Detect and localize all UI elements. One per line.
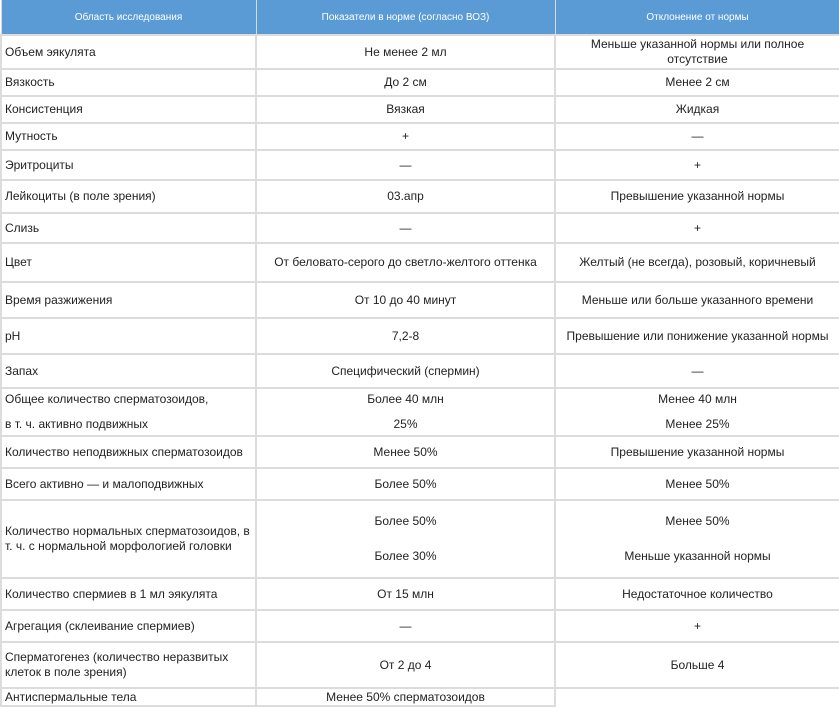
table-row: [1, 318, 839, 354]
table-row: [1, 578, 839, 610]
row-deviation: [555, 388, 839, 436]
row-area: [1, 388, 256, 436]
table-row: [1, 35, 839, 69]
header-deviation: Отклонение от нормы: [555, 0, 839, 35]
row-deviation: [555, 688, 839, 706]
row-norm: [256, 500, 555, 578]
row-dev-line2: Меньше указанной нормы: [624, 549, 771, 563]
table-header-row: [1, 0, 839, 35]
table-row: [1, 150, 839, 180]
row-area: Всего активно — и малоподвижных: [1, 468, 256, 500]
row-norm-line2: Более 30%: [374, 549, 437, 563]
row-norm-line1: Более 40 млн: [367, 392, 444, 406]
row-norm: От 10 до 40 минут: [256, 282, 555, 318]
row-dev-line1: Менее 40 млн: [658, 392, 737, 406]
row-deviation: +: [555, 150, 839, 180]
row-norm: —: [256, 213, 555, 243]
row-deviation: Больше 4: [555, 642, 839, 688]
table-row: [1, 354, 839, 388]
table-row: [1, 96, 839, 123]
row-deviation: —: [555, 123, 839, 150]
row-deviation: Недостаточное количество: [555, 578, 839, 610]
row-area: Запах: [1, 354, 256, 388]
row-area: Цвет: [1, 243, 256, 282]
table-row: [1, 436, 839, 468]
row-area: Консистенция: [1, 96, 256, 123]
row-norm: —: [256, 610, 555, 642]
table-row: [1, 610, 839, 642]
table-row: [1, 243, 839, 282]
row-area: Агрегация (склеивание спермиев): [1, 610, 256, 642]
row-area: Эритроциты: [1, 150, 256, 180]
table-row: [1, 69, 839, 96]
table-row: [1, 123, 839, 150]
row-dev-line1: Менее 50%: [665, 514, 730, 528]
row-deviation: Превышение указанной нормы: [555, 180, 839, 213]
row-norm: До 2 см: [256, 69, 555, 96]
row-norm: +: [256, 123, 555, 150]
row-norm-line2: 25%: [393, 417, 418, 431]
row-norm-line1: Более 50%: [374, 514, 437, 528]
row-deviation: [555, 500, 839, 578]
row-area: Сперматогенез (количество неразвитых клеток в поле зрения): [1, 642, 256, 688]
row-area: Объем эякулята: [1, 35, 256, 69]
row-norm: Специфический (спермин): [256, 354, 555, 388]
row-norm: Не менее 2 мл: [256, 35, 555, 69]
row-deviation: +: [555, 213, 839, 243]
row-area: Мутность: [1, 123, 256, 150]
row-area: Количество спермиев в 1 мл эякулята: [1, 578, 256, 610]
row-area: Антиспермальные тела: [1, 688, 256, 706]
row-norm: 7,2-8: [256, 318, 555, 354]
row-area-line2: в т. ч. активно подвижных: [5, 417, 148, 431]
row-deviation: Меньше или больше указанного времени: [555, 282, 839, 318]
row-deviation: Менее 50%: [555, 468, 839, 500]
row-norm: 03.апр: [256, 180, 555, 213]
row-area: Слизь: [1, 213, 256, 243]
row-deviation: —: [555, 354, 839, 388]
table-row: [1, 688, 839, 706]
row-deviation: Превышение или понижение указанной нормы: [555, 318, 839, 354]
table-row: [1, 500, 839, 578]
header-area: Область исследования: [1, 0, 256, 35]
row-deviation: Менее 2 см: [555, 69, 839, 96]
row-norm: Более 50%: [256, 468, 555, 500]
row-norm: Вязкая: [256, 96, 555, 123]
row-norm: Менее 50%: [256, 436, 555, 468]
row-area-line1: Общее количество сперматозоидов,: [5, 392, 209, 406]
row-area: Время разжижения: [1, 282, 256, 318]
table-row: [1, 468, 839, 500]
row-area: Количество нормальных сперматозоидов, в т. ч. с нормальной морфологией головки: [1, 500, 256, 578]
table-row: [1, 180, 839, 213]
row-deviation: Желтый (не всегда), розовый, коричневый: [555, 243, 839, 282]
row-area: pH: [1, 318, 256, 354]
header-norm: Показатели в норме (согласно ВОЗ): [256, 0, 555, 35]
row-norm: От 15 млн: [256, 578, 555, 610]
table-row: [1, 213, 839, 243]
row-area: Лейкоциты (в поле зрения): [1, 180, 256, 213]
row-norm: —: [256, 150, 555, 180]
row-norm: Менее 50% сперматозоидов: [256, 688, 555, 706]
row-norm: [256, 388, 555, 436]
row-area: Количество неподвижных сперматозоидов: [1, 436, 256, 468]
row-deviation: Превышение указанной нормы: [555, 436, 839, 468]
row-deviation: Жидкая: [555, 96, 839, 123]
row-area: Вязкость: [1, 69, 256, 96]
row-deviation: +: [555, 610, 839, 642]
table-row: [1, 388, 839, 436]
row-deviation: Меньше указанной нормы или полное отсутствие: [555, 35, 839, 69]
row-dev-line2: Менее 25%: [665, 417, 730, 431]
table-row: [1, 282, 839, 318]
table-row: [1, 642, 839, 688]
row-norm: От беловато-серого до светло-желтого оттенка: [256, 243, 555, 282]
row-norm: От 2 до 4: [256, 642, 555, 688]
